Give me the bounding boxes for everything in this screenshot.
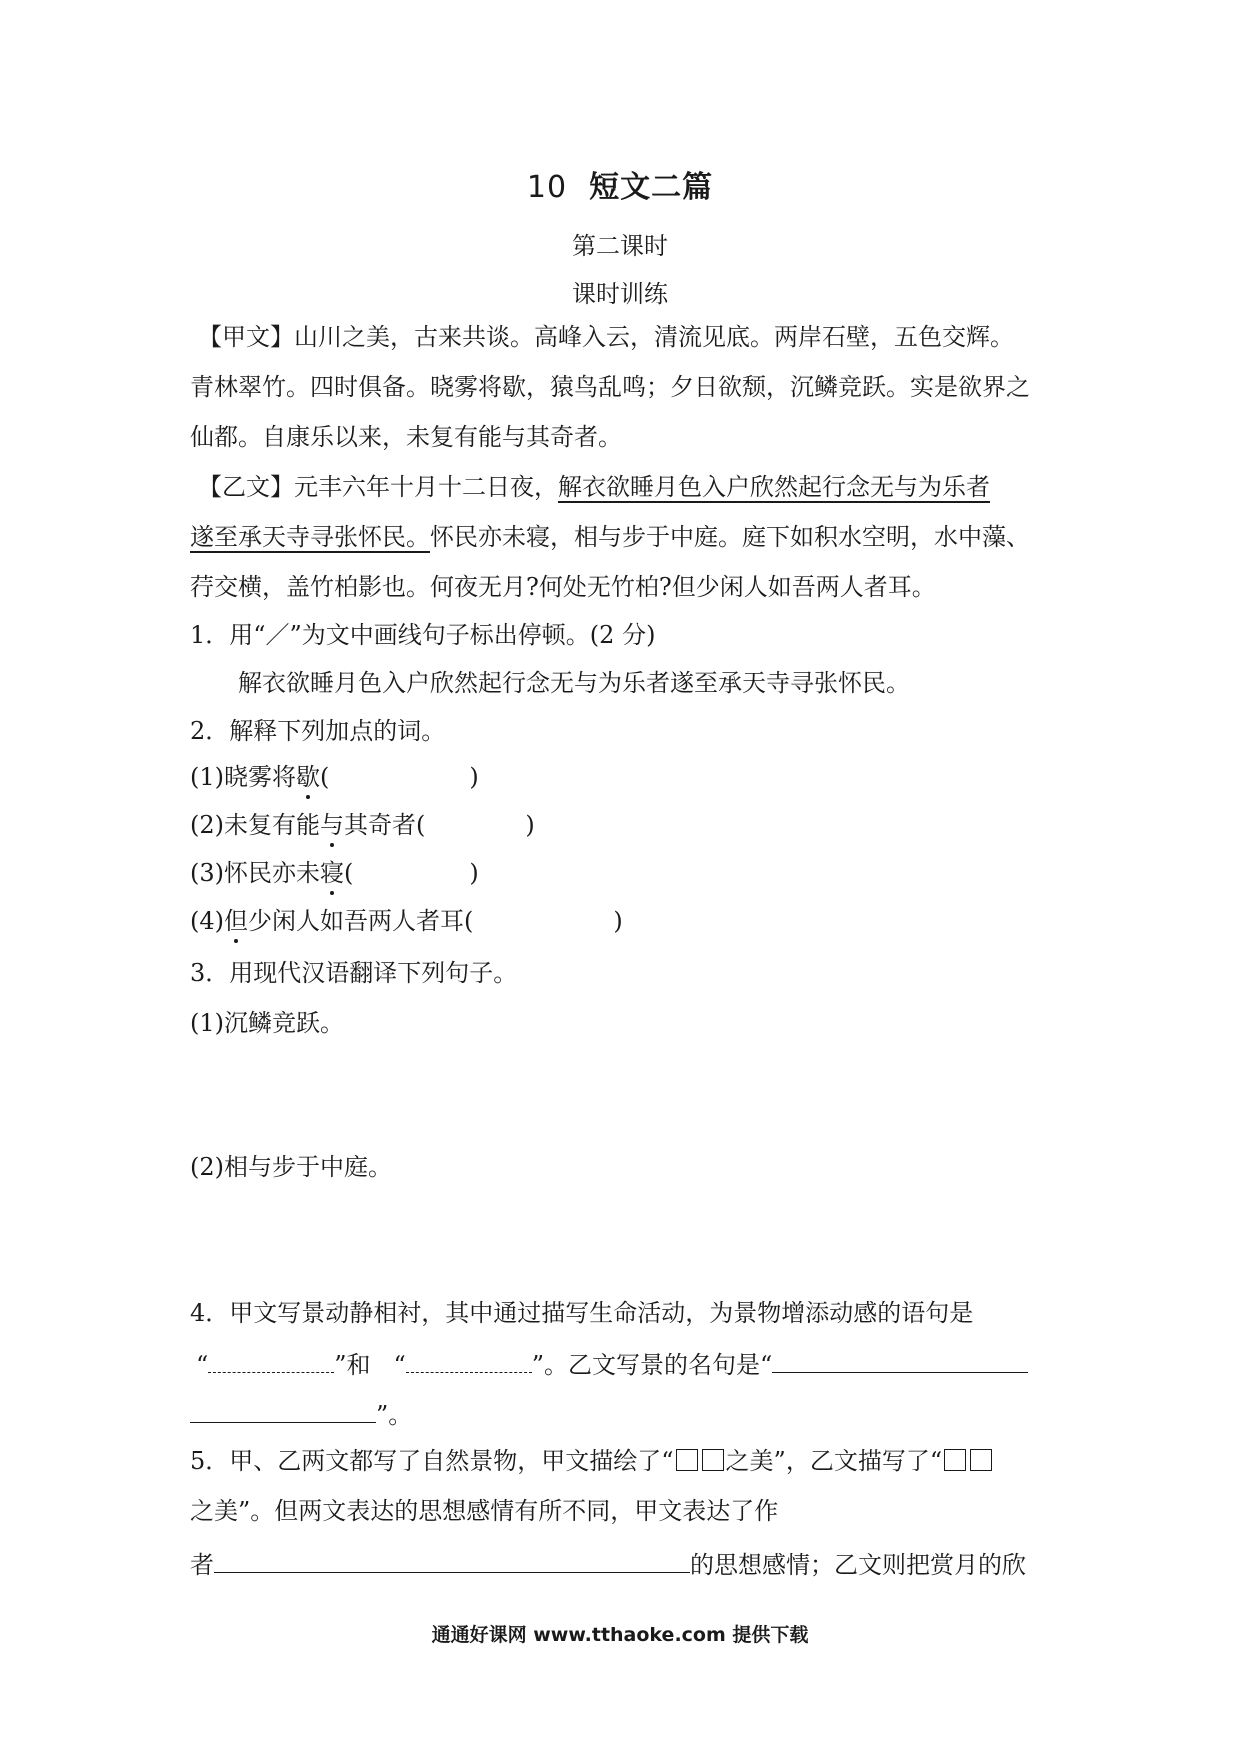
char-box[interactable] [702,1449,724,1471]
question-3-item-1: (1)沉鳞竞跃。 [190,1009,344,1037]
underlined-sentence-part-2: 遂至承天寺寻张怀民。 [190,523,430,551]
question-3-prompt: 3．用现代汉语翻译下列句子。 [190,959,518,987]
passage-yi-text: 【乙文】元丰六年十月十二日夜， [198,473,558,501]
question-text: 者 [190,1551,214,1579]
close-paren: ) [469,859,479,887]
q2-item-2 [190,810,535,840]
question-4-line-1: 4．甲文写景动静相衬，其中通过描写生命活动，为景物增添动感的语句是 [190,1299,974,1327]
question-4-line-3 [190,1400,412,1430]
question-text: 5．甲、乙两文都写了自然景物，甲文描绘了“ [190,1447,674,1475]
close-paren: ) [613,907,623,935]
char-box[interactable] [676,1449,698,1471]
page-title [0,162,1240,206]
question-2-prompt: 2．解释下列加点的词。 [190,717,446,745]
question-text: ”和 [334,1351,371,1379]
footer-source: 通通好课网 www.tthaoke.com 提供下载 [431,1624,809,1646]
answer-blank[interactable] [214,1550,690,1573]
item-text: 少闲人如吾两人者耳 [248,907,464,935]
quote-mark: “ [196,1351,209,1379]
q2-item-4 [190,906,623,936]
open-paren: ( [320,763,330,791]
question-5-line-3 [190,1550,1026,1580]
item-text: 其奇者 [344,811,416,839]
passage-yi-line-3: 荇交横，盖竹柏影也。何夜无月?何处无竹柏?但少闲人如吾两人者耳。 [190,573,936,601]
lesson-title: 短文二篇 [589,170,714,205]
question-5-line-2: 之美”。但两文表达的思想感情有所不同，甲文表达了作 [190,1497,779,1525]
lesson-number: 10 [526,170,568,205]
close-paren: ) [469,763,479,791]
item-text: 晓雾将 [224,763,296,791]
close-paren: ) [525,811,535,839]
question-3-item-2: (2)相与步于中庭。 [190,1153,392,1181]
passage-yi-line-2 [190,522,1030,552]
question-1-sentence: 解衣欲睡月色入户欣然起行念无与为乐者遂至承天寺寻张怀民。 [238,669,910,697]
lesson-subtitle: 第二课时 [572,232,668,260]
dotted-word: 与 [320,811,344,839]
char-box[interactable] [970,1449,992,1471]
answer-blank-3-cont[interactable] [190,1400,376,1423]
answer-blank-2[interactable] [406,1350,532,1373]
q2-item-3 [190,858,479,888]
item-number: (2) [190,811,224,839]
answer-blank-1[interactable] [208,1350,334,1373]
item-number: (4) [190,907,224,935]
question-4-line-2 [196,1350,1028,1380]
item-number: (1) [190,763,224,791]
open-paren: ( [464,907,474,935]
dotted-word: 但 [224,907,248,935]
passage-yi-text: 怀民亦未寝，相与步于中庭。庭下如积水空明，水中藻、 [430,523,1030,551]
passage-yi-line-1 [198,472,990,502]
passage-jia-line-3: 仙都。自康乐以来，未复有能与其奇者。 [190,423,622,451]
answer-blank-3[interactable] [772,1350,1028,1373]
item-text: 怀民亦未 [224,859,320,887]
char-box[interactable] [944,1449,966,1471]
dotted-word: 歇 [296,763,320,791]
open-paren: ( [344,859,354,887]
section-heading: 课时训练 [572,280,668,308]
question-text: ”。 [376,1401,413,1429]
passage-jia-line-2: 青林翠竹。四时俱备。晓雾将歇，猿鸟乱鸣；夕日欲颓，沉鳞竞跃。实是欲界之 [190,373,1030,401]
dotted-word: 寝 [320,859,344,887]
passage-jia-line-1: 【甲文】山川之美，古来共谈。高峰入云，清流见底。两岸石壁，五色交辉。 [198,323,1014,351]
question-1-prompt: 1．用“／”为文中画线句子标出停顿。(2 分) [190,621,656,649]
underlined-sentence-part-1: 解衣欲睡月色入户欣然起行念无与为乐者 [558,473,990,501]
question-5-line-1 [190,1446,994,1476]
question-text: 之美”，乙文描写了“ [725,1447,943,1475]
quote-mark: “ [393,1351,406,1379]
open-paren: ( [416,811,426,839]
question-text: 的思想感情；乙文则把赏月的欣 [690,1551,1026,1579]
item-text: 未复有能 [224,811,320,839]
question-text: ”。乙文写景的名句是“ [531,1351,773,1379]
item-number: (3) [190,859,224,887]
q2-item-1 [190,762,479,792]
